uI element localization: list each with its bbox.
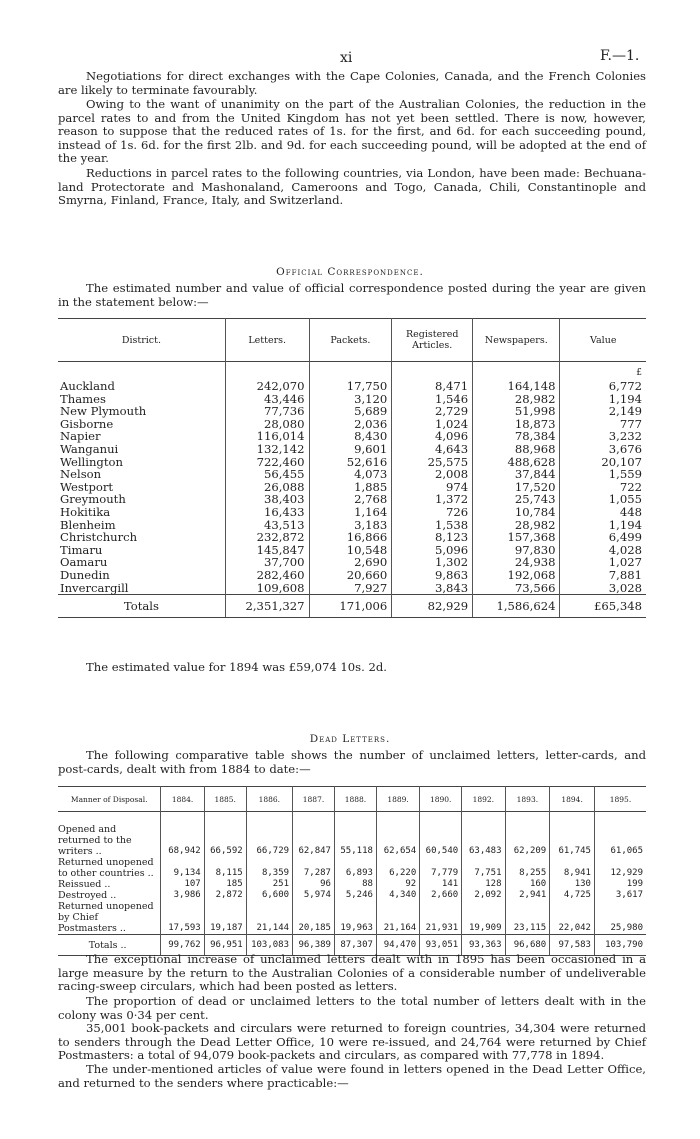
table-row [58, 481, 646, 494]
table-cell: 130 [550, 879, 595, 890]
table-cell: 3,232 [608, 429, 642, 444]
table-cell: 62,654 [376, 824, 419, 857]
table-cell: 43,513 [225, 519, 309, 532]
table-cell: 2,660 [420, 890, 462, 901]
totals-cell: 96,389 [293, 935, 335, 956]
district-name: Hokitika [58, 506, 225, 519]
table-row [58, 824, 646, 857]
table-cell: 9,863 [392, 569, 473, 582]
paragraph: The under-mentioned articles of value were found in letters opened in the Dead Letter Office, and returned to the senders where practicable:— [58, 1062, 646, 1090]
totals-cell: 96,951 [204, 935, 246, 956]
district-name: Thames [58, 393, 225, 406]
table-cell: 5,246 [334, 890, 376, 901]
table-row [58, 430, 646, 443]
column-header: 1893. [505, 787, 550, 812]
totals-label: Totals .. [58, 935, 161, 956]
district-name: Wellington [58, 456, 225, 469]
district-name: Oamaru [58, 556, 225, 569]
table-cell: 164,148 [473, 380, 560, 393]
table-cell: 28,080 [225, 418, 309, 431]
table-cell: 12,929 [610, 868, 643, 879]
table-cell: 185 [204, 879, 246, 890]
table-cell: 3,986 [161, 890, 204, 901]
table-cell: 199 [626, 879, 643, 890]
table-cell: 242,070 [225, 380, 309, 393]
table-cell: 6,772 [608, 379, 642, 393]
table-cell: 28,982 [473, 393, 560, 406]
table-cell: 21,164 [376, 901, 419, 935]
table-cell: 6,220 [376, 857, 419, 879]
table-cell: 8,123 [392, 531, 473, 544]
table-cell: 8,471 [392, 380, 473, 393]
table-cell: 20,660 [309, 569, 392, 582]
table-spacer-row [58, 812, 646, 825]
table-cell: 56,455 [225, 468, 309, 481]
table-cell: 66,729 [246, 824, 292, 857]
table-cell: 1,055 [608, 492, 642, 507]
table-cell: 52,616 [309, 456, 392, 469]
table-cell: 17,520 [473, 481, 560, 494]
paragraph: The estimated number and value of official correspondence posted during the year are given in the statement below:— [58, 281, 646, 309]
table-cell: 68,942 [161, 824, 204, 857]
table-cell: 6,600 [246, 890, 292, 901]
column-header: Packets. [309, 319, 392, 362]
table-cell: 2,036 [309, 418, 392, 431]
table-cell: 73,566 [473, 582, 560, 595]
row-label: Returned unopened to other countries .. [58, 857, 161, 879]
paragraph: 35,001 book-packets and circulars were returned to foreign countries, 34,304 were returned to senders through the Dead Letter Office, 10 were re-issued, and 24,764 were returned by Chief Postmasters: a total of 94,079 book-packets and circulars, as compared with 77,778 in 1894. [58, 1021, 646, 1063]
table-cell: 145,847 [225, 544, 309, 557]
paragraph: Reductions in parcel rates to the following countries, via London, have been made: Bechuana-land Protectorate and Mashonaland, Cameroons and Togo, Canada, Chili, Constantinople and Smyrna, Finland, France, Italy, and Switzerland. [58, 166, 646, 208]
district-name: Gisborne [58, 418, 225, 431]
table-cell: 63,483 [462, 824, 505, 857]
paragraph: The exceptional increase of unclaimed letters dealt with in 1895 has been occasioned in a large measure by the return to the Australian Colonies of a considerable number of undeliverable racing-sweep circulars, which had been posted as letters. [58, 952, 646, 994]
table-cell: 722 [619, 479, 642, 494]
table-cell: 160 [505, 879, 550, 890]
table-cell: 232,872 [225, 531, 309, 544]
currency-unit: £ [636, 368, 642, 379]
table-cell: 21,144 [246, 901, 292, 935]
table-cell: 77,736 [225, 405, 309, 418]
district-name: Timaru [58, 544, 225, 557]
table-cell: 28,982 [473, 519, 560, 532]
table-row [58, 456, 646, 469]
table-cell: 5,689 [309, 405, 392, 418]
table-cell: 1,194 [608, 391, 642, 406]
table-cell: 23,115 [505, 901, 550, 935]
table-cell: 3,120 [309, 393, 392, 406]
row-label: Returned unopened by Chief Postmasters .. [58, 901, 161, 935]
table-cell: 1,538 [392, 519, 473, 532]
table-cell: 132,142 [225, 443, 309, 456]
table-cell: 92 [376, 879, 419, 890]
table-cell: 9,134 [161, 857, 204, 879]
totals-cell: 103,790 [594, 935, 646, 956]
table-cell: 777 [619, 416, 642, 431]
table-cell: 1,194 [608, 517, 642, 532]
table-cell: 55,118 [334, 824, 376, 857]
column-header: Manner of Disposal. [58, 787, 161, 812]
district-name: Napier [58, 430, 225, 443]
table-cell: 19,187 [204, 901, 246, 935]
column-header: 1884. [161, 787, 204, 812]
table-cell: 116,014 [225, 430, 309, 443]
table-cell: 1,546 [392, 393, 473, 406]
table-cell: 251 [246, 879, 292, 890]
table-cell: 21,931 [420, 901, 462, 935]
table-cell: 1,372 [392, 493, 473, 506]
table-cell: 1,024 [392, 418, 473, 431]
table-header-row [58, 787, 646, 812]
table-cell: 78,384 [473, 430, 560, 443]
table-cell: 4,340 [376, 890, 419, 901]
table-cell: 37,844 [473, 468, 560, 481]
totals-cell: 87,307 [334, 935, 376, 956]
table-cell: 5,096 [392, 544, 473, 557]
table-cell: 4,073 [309, 468, 392, 481]
totals-cell: £65,348 [560, 595, 646, 618]
column-header: District. [58, 319, 225, 362]
table-cell: 4,725 [550, 890, 595, 901]
table-cell: 60,540 [420, 824, 462, 857]
district-name: Auckland [58, 380, 225, 393]
table-cell: 2,690 [309, 556, 392, 569]
table-cell: 4,096 [392, 430, 473, 443]
table-header-row [58, 319, 646, 362]
column-header: 1890. [420, 787, 462, 812]
official-correspondence-table [58, 318, 646, 618]
table-cell: 1,164 [309, 506, 392, 519]
table-cell: 1,885 [309, 481, 392, 494]
table-cell: 43,446 [225, 393, 309, 406]
table-cell: 66,592 [204, 824, 246, 857]
table-row [58, 443, 646, 456]
table-cell: 726 [392, 506, 473, 519]
table-cell: 62,209 [505, 824, 550, 857]
paragraph: Owing to the want of unanimity on the part of the Australian Colonies, the reduction in the parcel rates to and from the United Kingdom has not yet been settled. There is now, however, reason to suppose that the reduced rates of 1s. for the first, and 6d. for each succeeding pound, instead of 1s. 6d. for the first 2lb. and 9d. for each succeeding pound, will be adopted at the end of the year. [58, 97, 646, 166]
column-header: 1886. [246, 787, 292, 812]
table-cell: 192,068 [473, 569, 560, 582]
section-heading: Dead Letters. [309, 733, 391, 745]
section-heading: Official Correspondence. [276, 266, 424, 278]
table-row [58, 506, 646, 519]
table-cell: 18,873 [473, 418, 560, 431]
row-label: Destroyed .. [58, 890, 161, 901]
column-header: Letters. [225, 319, 309, 362]
district-name: Wanganui [58, 443, 225, 456]
table-cell: 88,968 [473, 443, 560, 456]
row-label: Opened and returned to the writers .. [58, 824, 161, 857]
table-cell: 1,302 [392, 556, 473, 569]
table-cell: 6,499 [608, 530, 642, 545]
table-cell: 7,287 [293, 857, 335, 879]
table-cell: 8,359 [246, 857, 292, 879]
table-cell: 7,751 [462, 857, 505, 879]
table-row [58, 582, 646, 595]
table-cell: 109,608 [225, 582, 309, 595]
column-header: 1885. [204, 787, 246, 812]
district-name: Christchurch [58, 531, 225, 544]
page-number: xi [340, 50, 353, 66]
totals-cell: 96,680 [505, 935, 550, 956]
table-cell: 974 [392, 481, 473, 494]
table-cell: 8,941 [550, 857, 595, 879]
table-cell: 3,843 [392, 582, 473, 595]
table-cell: 88 [334, 879, 376, 890]
table-cell: 2,729 [392, 405, 473, 418]
table-cell: 5,974 [293, 890, 335, 901]
table-cell: 17,750 [309, 380, 392, 393]
dead-letters-table [58, 786, 646, 956]
table-cell: 16,433 [225, 506, 309, 519]
table-cell: 38,403 [225, 493, 309, 506]
column-header: Newspapers. [473, 319, 560, 362]
table-cell: 157,368 [473, 531, 560, 544]
totals-cell: 1,586,624 [473, 595, 560, 618]
totals-cell: 99,762 [161, 935, 204, 956]
table-cell: 51,998 [473, 405, 560, 418]
district-name: Greymouth [58, 493, 225, 506]
column-header: Value [590, 334, 617, 346]
table-cell: 2,941 [505, 890, 550, 901]
table-row [58, 468, 646, 481]
table-cell: 20,107 [601, 454, 642, 469]
table-cell: 6,893 [334, 857, 376, 879]
district-name: Blenheim [58, 519, 225, 532]
paragraph: The estimated value for 1894 was £59,074 10s. 2d. [86, 660, 387, 674]
table-cell: 8,255 [505, 857, 550, 879]
column-header: 1892. [462, 787, 505, 812]
table-cell: 2,872 [204, 890, 246, 901]
table-cell: 20,185 [293, 901, 335, 935]
column-header: 1889. [376, 787, 419, 812]
column-header: Registered Articles. [392, 319, 473, 362]
table-cell: 448 [619, 504, 642, 519]
totals-cell: 97,583 [550, 935, 595, 956]
table-cell: 2,008 [392, 468, 473, 481]
table-cell: 8,430 [309, 430, 392, 443]
totals-row [58, 595, 646, 618]
table-cell: 19,963 [334, 901, 376, 935]
totals-cell: 103,083 [246, 935, 292, 956]
totals-cell: 2,351,327 [225, 595, 309, 618]
table-row [58, 393, 646, 406]
table-cell: 26,088 [225, 481, 309, 494]
paragraph: The proportion of dead or unclaimed letters to the total number of letters dealt with in the colony was 0·34 per cent. [58, 994, 646, 1022]
table-row [58, 418, 646, 431]
totals-cell: 93,363 [462, 935, 505, 956]
table-cell: 3,617 [615, 890, 643, 901]
table-row [58, 380, 646, 393]
table-cell: 7,927 [309, 582, 392, 595]
district-name: Nelson [58, 468, 225, 481]
table-spacer-row [58, 362, 646, 381]
document-reference: F.—1. [600, 48, 640, 64]
table-cell: 25,743 [473, 493, 560, 506]
totals-label: Totals [58, 595, 225, 618]
table-cell: 7,779 [420, 857, 462, 879]
totals-cell: 94,470 [376, 935, 419, 956]
table-row [58, 531, 646, 544]
column-header: 1894. [550, 787, 595, 812]
district-name: Invercargill [58, 582, 225, 595]
table-cell: 22,042 [550, 901, 595, 935]
table-row [58, 544, 646, 557]
table-cell: 722,460 [225, 456, 309, 469]
table-cell: 10,548 [309, 544, 392, 557]
table-cell: 282,460 [225, 569, 309, 582]
table-cell: 25,575 [392, 456, 473, 469]
table-cell: 62,847 [293, 824, 335, 857]
table-cell: 3,183 [309, 519, 392, 532]
table-cell: 37,700 [225, 556, 309, 569]
column-header: 1888. [334, 787, 376, 812]
table-cell: 96 [293, 879, 335, 890]
table-row [58, 405, 646, 418]
table-cell: 24,938 [473, 556, 560, 569]
table-cell: 3,028 [608, 580, 642, 595]
table-cell: 7,881 [608, 567, 642, 582]
district-name: New Plymouth [58, 405, 225, 418]
row-label: Reissued .. [58, 879, 161, 890]
table-cell: 9,601 [309, 443, 392, 456]
table-cell: 2,092 [462, 890, 505, 901]
table-cell: 4,028 [608, 542, 642, 557]
table-row [58, 901, 646, 935]
table-cell: 25,980 [610, 923, 643, 934]
table-cell: 16,866 [309, 531, 392, 544]
table-cell: 2,768 [309, 493, 392, 506]
table-cell: 128 [462, 879, 505, 890]
table-cell: 488,628 [473, 456, 560, 469]
table-cell: 61,065 [610, 846, 643, 857]
column-header: 1887. [293, 787, 335, 812]
district-name: Dunedin [58, 569, 225, 582]
table-cell: 107 [161, 879, 204, 890]
table-cell: 17,593 [161, 901, 204, 935]
table-cell: 4,643 [392, 443, 473, 456]
column-header: 1895. [609, 794, 632, 804]
totals-cell: 82,929 [392, 595, 473, 618]
table-cell: 19,909 [462, 901, 505, 935]
table-row [58, 879, 646, 890]
table-row [58, 569, 646, 582]
table-cell: 10,784 [473, 506, 560, 519]
table-cell: 2,149 [608, 404, 642, 419]
table-cell: 8,115 [204, 857, 246, 879]
table-row [58, 857, 646, 879]
table-cell: 141 [420, 879, 462, 890]
table-cell: 3,676 [608, 441, 642, 456]
totals-cell: 171,006 [309, 595, 392, 618]
table-row [58, 890, 646, 901]
totals-cell: 93,051 [420, 935, 462, 956]
paragraph: The following comparative table shows the number of unclaimed letters, letter-cards, and post-cards, dealt with from 1884 to date:— [58, 748, 646, 776]
table-cell: 61,745 [550, 824, 595, 857]
district-name: Westport [58, 481, 225, 494]
table-row [58, 493, 646, 506]
table-cell: 1,027 [608, 555, 642, 570]
paragraph: Negotiations for direct exchanges with the Cape Colonies, Canada, and the French Colonies are likely to terminate favourably. [58, 69, 646, 97]
table-cell: 1,559 [608, 467, 642, 482]
table-cell: 97,830 [473, 544, 560, 557]
